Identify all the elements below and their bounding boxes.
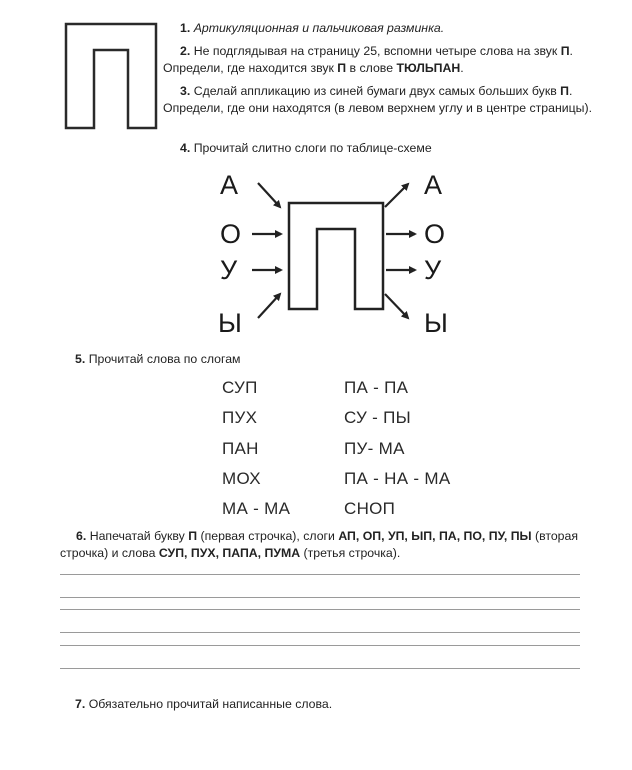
writing-line-3-bottom <box>60 668 580 669</box>
scheme-right-vowel-o: О <box>424 219 446 249</box>
scheme-left-vowel-a: А <box>220 170 239 200</box>
task-2-bold-a: П <box>560 44 570 58</box>
writing-line-1-top <box>60 574 580 575</box>
task-5-text: Прочитай слова по слогам <box>88 352 241 366</box>
word-left-1: СУП <box>222 378 258 397</box>
word-right-4: ПА - НА - МА <box>344 469 451 488</box>
task-2-bold-c: ТЮЛЬПАН <box>396 61 461 75</box>
task-2-number: 2. <box>180 44 191 58</box>
task-1-number: 1. <box>180 21 191 35</box>
task-3-number: 3. <box>180 84 191 98</box>
arrow-diagonal-up-left-y <box>258 294 280 318</box>
writing-line-2-top <box>60 609 580 610</box>
word-right-5: СНОП <box>344 499 396 518</box>
task-6-bold-a: П <box>188 529 198 543</box>
task-3-text-a: Сделай аппликацию из синей бумаги двух самых больших букв <box>193 84 561 98</box>
task-5-number: 5. <box>75 352 86 366</box>
task-2-bold-b: П <box>337 61 347 75</box>
task-2-text-d: . <box>460 61 464 75</box>
arrow-diagonal-down-left-a <box>258 183 280 207</box>
arrow-diagonal-down-right-y <box>385 294 408 318</box>
scheme-left-vowel-u: У <box>220 255 238 285</box>
word-left-2: ПУХ <box>222 408 258 427</box>
writing-line-1-bottom <box>60 597 580 598</box>
task-2-text-b: . Определи, где находится звук <box>163 44 573 75</box>
task-6 <box>60 528 600 562</box>
scheme-right-vowel-a: А <box>424 170 443 200</box>
task-6-text-c: (вторая строчка) и слова <box>60 529 579 560</box>
task-3-text-b: . Определи, где они находятся (в левом верхнем углу и в центре страницы). <box>163 84 593 115</box>
scheme-center-letter-p <box>289 203 383 309</box>
word-left-5: МА - МА <box>222 499 291 518</box>
arrow-diagonal-up-right-a <box>385 184 408 207</box>
scheme-right-vowel-y: Ы <box>424 308 448 338</box>
task-5 <box>75 351 241 368</box>
writing-line-2-bottom <box>60 632 580 633</box>
scheme-left-vowel-o: О <box>220 219 242 249</box>
task-7-number: 7. <box>75 697 86 711</box>
task-6-text-a: Напечатай букву <box>89 529 189 543</box>
task-1-text: Артикуляционная и пальчиковая разминка. <box>193 21 445 35</box>
scheme-left-vowel-y: Ы <box>218 308 242 338</box>
task-3-bold-a: П <box>560 84 569 98</box>
task-4-number: 4. <box>180 141 191 155</box>
task-7-text: Обязательно прочитай написанные слова. <box>88 697 333 711</box>
word-left-4: МОХ <box>222 469 261 488</box>
task-2-text-a: Не подглядывая на страницу 25, вспомни четыре слова на звук <box>193 44 561 58</box>
word-left-3: ПАН <box>222 439 259 458</box>
task-6-number: 6. <box>76 529 87 543</box>
task-2-text-c: в слове <box>346 61 397 75</box>
task-6-text-b: (первая строчка), слоги <box>197 529 339 543</box>
word-right-1: ПА - ПА <box>344 378 409 397</box>
task-7 <box>75 696 332 713</box>
word-right-3: ПУ- МА <box>344 439 405 458</box>
task-6-bold-c: СУП, ПУХ, ПАПА, ПУМА <box>158 546 301 560</box>
task-6-text-d: (третья строчка). <box>300 546 401 560</box>
word-right-2: СУ - ПЫ <box>344 408 411 427</box>
scheme-right-vowel-u: У <box>424 255 442 285</box>
writing-line-3-top <box>60 645 580 646</box>
task-4-text: Прочитай слитно слоги по таблице-схеме <box>193 141 432 155</box>
task-6-bold-b: АП, ОП, УП, ЫП, ПА, ПО, ПУ, ПЫ <box>338 529 532 543</box>
